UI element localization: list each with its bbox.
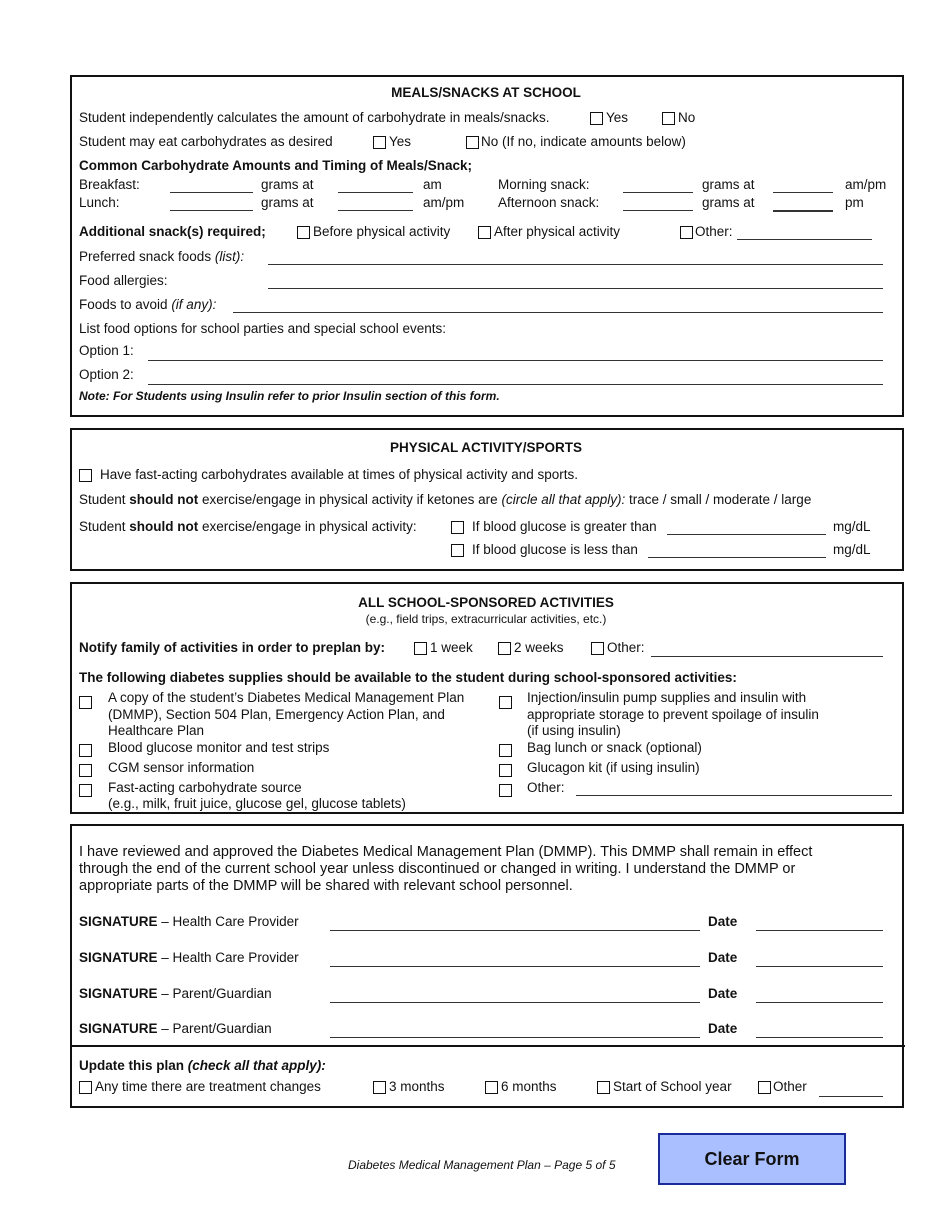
supply-text: Fast-acting carbohydrate source <box>108 780 302 795</box>
notify-other-field[interactable] <box>651 656 883 657</box>
update-heading <box>79 1058 326 1074</box>
signer: – Parent/Guardian <box>157 1021 272 1036</box>
parties-label: List food options for school parties and special school events: <box>79 321 446 336</box>
clear-form-button[interactable]: Clear Form <box>658 1133 846 1185</box>
bg-less-field[interactable] <box>648 557 826 558</box>
allergies-field[interactable] <box>268 288 883 289</box>
ketones-label <box>79 492 811 508</box>
bg-monitor-checkbox[interactable] <box>79 744 92 757</box>
supply-text: Other: <box>527 780 565 795</box>
date-label: Date <box>708 1021 738 1036</box>
breakfast-grams-field[interactable] <box>170 192 253 193</box>
afternoon-time-field[interactable] <box>773 210 833 212</box>
after-activity-checkbox[interactable] <box>478 226 491 239</box>
afternoon-grams-field[interactable] <box>623 210 693 211</box>
update-b: (check all that apply): <box>187 1058 326 1073</box>
option1-label: Option 1: <box>79 343 134 358</box>
preferred-field[interactable] <box>268 264 883 265</box>
dmmp-copy-checkbox[interactable] <box>79 696 92 709</box>
after-activity-label: After physical activity <box>494 224 621 239</box>
signature-label <box>79 914 299 930</box>
week2-label: 2 weeks <box>514 640 564 655</box>
supply-text: (e.g., milk, fruit juice, glucose gel, glucose tablets) <box>108 796 406 811</box>
signer: – Health Care Provider <box>157 950 299 965</box>
bg-a: Student <box>79 519 130 534</box>
signature-label <box>79 986 272 1002</box>
bg-greater-field[interactable] <box>667 534 826 535</box>
sig-b: SIGNATURE <box>79 914 158 929</box>
date-field[interactable] <box>756 966 883 967</box>
date-label: Date <box>708 950 738 965</box>
notify-other-checkbox[interactable] <box>591 642 604 655</box>
meals-section <box>70 75 904 417</box>
avoid-text: Foods to avoid <box>79 297 172 312</box>
update-a: Update this plan <box>79 1058 188 1073</box>
signature-field[interactable] <box>330 1037 700 1038</box>
insulin-supplies-checkbox[interactable] <box>499 696 512 709</box>
supply-text: Bag lunch or snack (optional) <box>527 740 702 755</box>
breakfast-label: Breakfast: <box>79 177 140 192</box>
update-6months-checkbox[interactable] <box>485 1081 498 1094</box>
signature-field[interactable] <box>330 1002 700 1003</box>
update-option: Other <box>773 1079 807 1094</box>
bg-b: should not <box>129 519 199 534</box>
avoid-field[interactable] <box>233 312 883 313</box>
lunch-grams-field[interactable] <box>170 210 253 211</box>
date-label: Date <box>708 986 738 1001</box>
grams-at: grams at <box>261 195 314 210</box>
activities-title: ALL SCHOOL-SPONSORED ACTIVITIES <box>358 595 614 610</box>
desire-label: Student may eat carbohydrates as desired <box>79 134 333 149</box>
bg-less-label: If blood glucose is less than <box>472 542 638 557</box>
supply-text: Healthcare Plan <box>108 723 205 738</box>
signature-field[interactable] <box>330 930 700 931</box>
supplies-heading: The following diabetes supplies should be available to the student during school-sponsored activities: <box>79 670 737 685</box>
bg-c: exercise/engage in physical activity: <box>198 519 417 534</box>
update-option: Any time there are treatment changes <box>95 1079 321 1094</box>
calc-no-checkbox[interactable] <box>662 112 675 125</box>
divider <box>70 1045 905 1047</box>
update-other-field[interactable] <box>819 1096 883 1097</box>
supply-text: Glucagon kit (if using insulin) <box>527 760 700 775</box>
pm-label: pm <box>845 195 864 210</box>
supply-other-field[interactable] <box>576 795 892 796</box>
option2-label: Option 2: <box>79 367 134 382</box>
bg-greater-label: If blood glucose is greater than <box>472 519 657 534</box>
update-other-checkbox[interactable] <box>758 1081 771 1094</box>
grams-at: grams at <box>261 177 314 192</box>
allergies-label: Food allergies: <box>79 273 168 288</box>
common-heading: Common Carbohydrate Amounts and Timing of Meals/Snack; <box>79 158 473 173</box>
am-label: am <box>423 177 442 192</box>
other-snack-checkbox[interactable] <box>680 226 693 239</box>
signer: – Health Care Provider <box>157 914 299 929</box>
ampm-label: am/pm <box>423 195 465 210</box>
bg-less-checkbox[interactable] <box>451 544 464 557</box>
additional-label: Additional snack(s) required; <box>79 224 266 239</box>
supply-other-checkbox[interactable] <box>499 784 512 797</box>
supply-text: (DMMP), Section 504 Plan, Emergency Action Plan, and <box>108 707 445 722</box>
morning-grams-field[interactable] <box>623 192 693 193</box>
date-label: Date <box>708 914 738 929</box>
grams-at: grams at <box>702 195 755 210</box>
option1-field[interactable] <box>148 360 883 361</box>
unit-label: mg/dL <box>833 519 871 534</box>
preferred-label <box>79 249 244 265</box>
k-b: should not <box>129 492 199 507</box>
approval-text: I have reviewed and approved the Diabetes Medical Management Plan (DMMP). This DMMP shall remain in effect <box>79 844 813 860</box>
signature-label <box>79 950 299 966</box>
desire-yes-checkbox[interactable] <box>373 136 386 149</box>
sig-b: SIGNATURE <box>79 950 158 965</box>
calc-no-label: No <box>678 110 696 125</box>
other-snack-field[interactable] <box>737 239 872 240</box>
date-field[interactable] <box>756 1002 883 1003</box>
update-school-year-checkbox[interactable] <box>597 1081 610 1094</box>
unit-label: mg/dL <box>833 542 871 557</box>
update-option: Start of School year <box>613 1079 732 1094</box>
insulin-note: Note: For Students using Insulin refer to prior Insulin section of this form. <box>79 389 500 403</box>
date-field[interactable] <box>756 930 883 931</box>
physical-title: PHYSICAL ACTIVITY/SPORTS <box>389 440 583 455</box>
sig-b: SIGNATURE <box>79 986 158 1001</box>
supply-text: Injection/insulin pump supplies and insulin with <box>527 690 807 705</box>
lunch-label: Lunch: <box>79 195 120 210</box>
week2-checkbox[interactable] <box>498 642 511 655</box>
desire-yes-label: Yes <box>389 134 412 149</box>
desire-no-label: No (If no, indicate amounts below) <box>481 134 686 149</box>
lunch-time-field[interactable] <box>338 210 413 211</box>
breakfast-time-field[interactable] <box>338 192 413 193</box>
before-activity-checkbox[interactable] <box>297 226 310 239</box>
week1-label: 1 week <box>430 640 473 655</box>
supply-text: Blood glucose monitor and test strips <box>108 740 330 755</box>
date-field[interactable] <box>756 1037 883 1038</box>
k-c: exercise/engage in physical activity if ketones are <box>198 492 502 507</box>
bg-label <box>79 519 417 535</box>
before-activity-label: Before physical activity <box>313 224 451 239</box>
preferred-text: Preferred snack foods <box>79 249 215 264</box>
morning-snack-label: Morning snack: <box>498 177 590 192</box>
supply-text: CGM sensor information <box>108 760 255 775</box>
desire-no-checkbox[interactable] <box>466 136 479 149</box>
fast-carb-checkbox[interactable] <box>79 784 92 797</box>
fast-acting-label: Have fast-acting carbohydrates available at times of physical activity and sports. <box>100 467 578 482</box>
update-option: 6 months <box>501 1079 557 1094</box>
approval-text: appropriate parts of the DMMP will be shared with relevant school personnel. <box>79 878 573 894</box>
supply-text: appropriate storage to prevent spoilage of insulin <box>527 707 819 722</box>
option2-field[interactable] <box>148 384 883 385</box>
k-a: Student <box>79 492 130 507</box>
meals-title: MEALS/SNACKS AT SCHOOL <box>391 85 581 100</box>
signer: – Parent/Guardian <box>157 986 272 1001</box>
preferred-hint: (list): <box>214 249 245 264</box>
calc-label: Student independently calculates the amount of carbohydrate in meals/snacks. <box>79 110 550 125</box>
calc-yes-checkbox[interactable] <box>590 112 603 125</box>
calc-yes-label: Yes <box>606 110 629 125</box>
glucagon-checkbox[interactable] <box>499 764 512 777</box>
signature-field[interactable] <box>330 966 700 967</box>
ampm-label: am/pm <box>845 177 887 192</box>
avoid-label <box>79 297 216 313</box>
grams-at: grams at <box>702 177 755 192</box>
k-d: (circle all that apply): <box>501 492 626 507</box>
approval-text: through the end of the current school year unless discontinued or changed in writing. I understand the DMMP or <box>79 861 796 877</box>
bag-lunch-checkbox[interactable] <box>499 744 512 757</box>
notify-label: Notify family of activities in order to preplan by: <box>79 640 386 655</box>
cgm-checkbox[interactable] <box>79 764 92 777</box>
page-footer: Diabetes Medical Management Plan – Page 5 of 5 <box>348 1158 616 1172</box>
signature-label <box>79 1021 272 1037</box>
notify-other-label: Other: <box>607 640 645 655</box>
bg-greater-checkbox[interactable] <box>451 521 464 534</box>
sig-b: SIGNATURE <box>79 1021 158 1036</box>
fast-acting-checkbox[interactable] <box>79 469 92 482</box>
supply-text: A copy of the student’s Diabetes Medical Management Plan <box>108 690 465 705</box>
morning-time-field[interactable] <box>773 192 833 193</box>
other-label: Other: <box>695 224 733 239</box>
week1-checkbox[interactable] <box>414 642 427 655</box>
update-treatment-checkbox[interactable] <box>79 1081 92 1094</box>
update-option: 3 months <box>389 1079 445 1094</box>
avoid-hint: (if any): <box>171 297 217 312</box>
update-3months-checkbox[interactable] <box>373 1081 386 1094</box>
afternoon-snack-label: Afternoon snack: <box>498 195 600 210</box>
supply-text: (if using insulin) <box>527 723 621 738</box>
activities-subtitle: (e.g., field trips, extracurricular activities, etc.) <box>365 612 607 626</box>
ketone-levels[interactable]: trace / small / moderate / large <box>625 492 812 507</box>
